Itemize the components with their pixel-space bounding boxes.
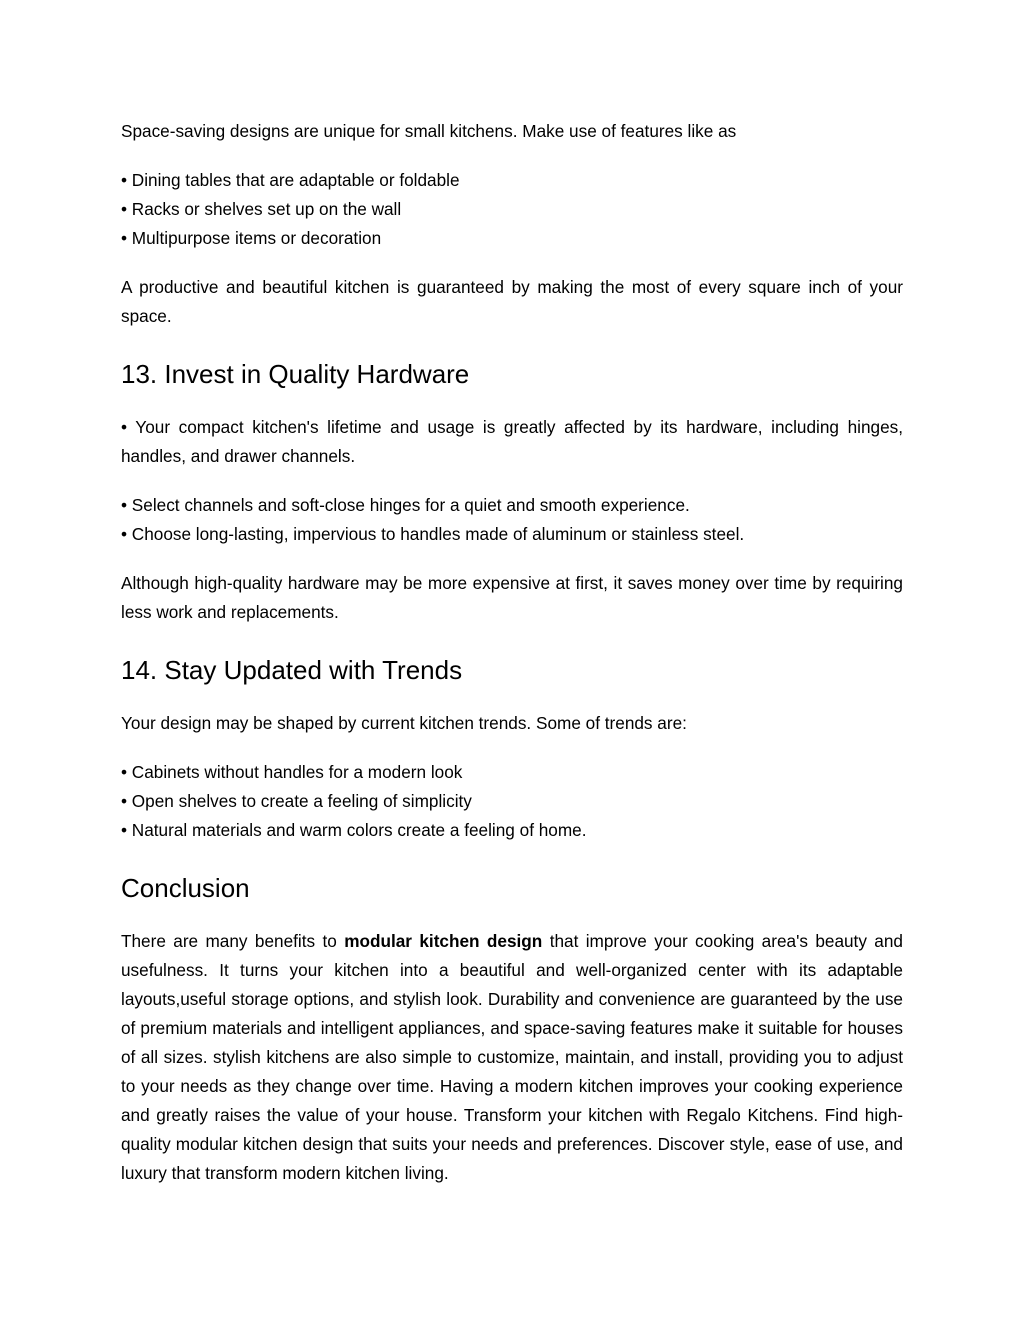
conclusion-text-after: that improve your cooking area's beauty and usefulness. It turns your kitchen into a beautiful and well-organized center with its adaptable layouts,useful storage options, and stylish look. Durability and convenience are guaranteed by the use of premium materials and intelligent appliances, and space-saving features make it suitable for houses of all sizes. stylish kitchens are also simple to customize, maintain, and install, providing you to adjust to your needs as they change over time. Having a modern kitchen improves your cooking experience and greatly raises the value of your house. Transform your kitchen with Regalo Kitchens. Find high-quality modular kitchen design that suits your needs and preferences. Discover style, ease of use, and luxury that transform modern kitchen living.	[121, 931, 903, 1183]
section-13-bullet-list	[121, 491, 903, 549]
conclusion-heading: Conclusion	[121, 873, 250, 903]
document-page	[121, 117, 903, 1188]
list-item: • Multipurpose items or decoration	[121, 228, 382, 248]
list-item: • Open shelves to create a feeling of simplicity	[121, 791, 472, 811]
intro-lead: Space-saving designs are unique for small kitchens. Make use of features like as	[121, 121, 737, 141]
section-13-closing: Although high-quality hardware may be more expensive at first, it saves money over time by requiring less work and replacements.	[121, 573, 903, 622]
section-14-bullet-list	[121, 758, 903, 845]
list-item: • Natural materials and warm colors create a feeling of home.	[121, 820, 587, 840]
list-item: • Racks or shelves set up on the wall	[121, 199, 402, 219]
conclusion-bold-phrase: modular kitchen design	[344, 931, 543, 951]
intro-bullet-list	[121, 166, 903, 253]
list-item: • Select channels and soft-close hinges for a quiet and smooth experience.	[121, 495, 690, 515]
section-13-intro: • Your compact kitchen's lifetime and usage is greatly affected by its hardware, including hinges, handles, and drawer channels.	[121, 417, 903, 466]
list-item: • Choose long-lasting, impervious to handles made of aluminum or stainless steel.	[121, 524, 745, 544]
list-item: • Dining tables that are adaptable or foldable	[121, 170, 460, 190]
conclusion-text-before: There are many benefits to	[121, 931, 345, 951]
conclusion-paragraph	[121, 927, 903, 1188]
section-13-heading: 13. Invest in Quality Hardware	[121, 359, 470, 389]
list-item: • Cabinets without handles for a modern look	[121, 762, 463, 782]
section-14-heading: 14. Stay Updated with Trends	[121, 655, 463, 685]
intro-closing: A productive and beautiful kitchen is guaranteed by making the most of every square inch of your space.	[121, 277, 903, 326]
section-14-lead: Your design may be shaped by current kitchen trends. Some of trends are:	[121, 713, 687, 733]
